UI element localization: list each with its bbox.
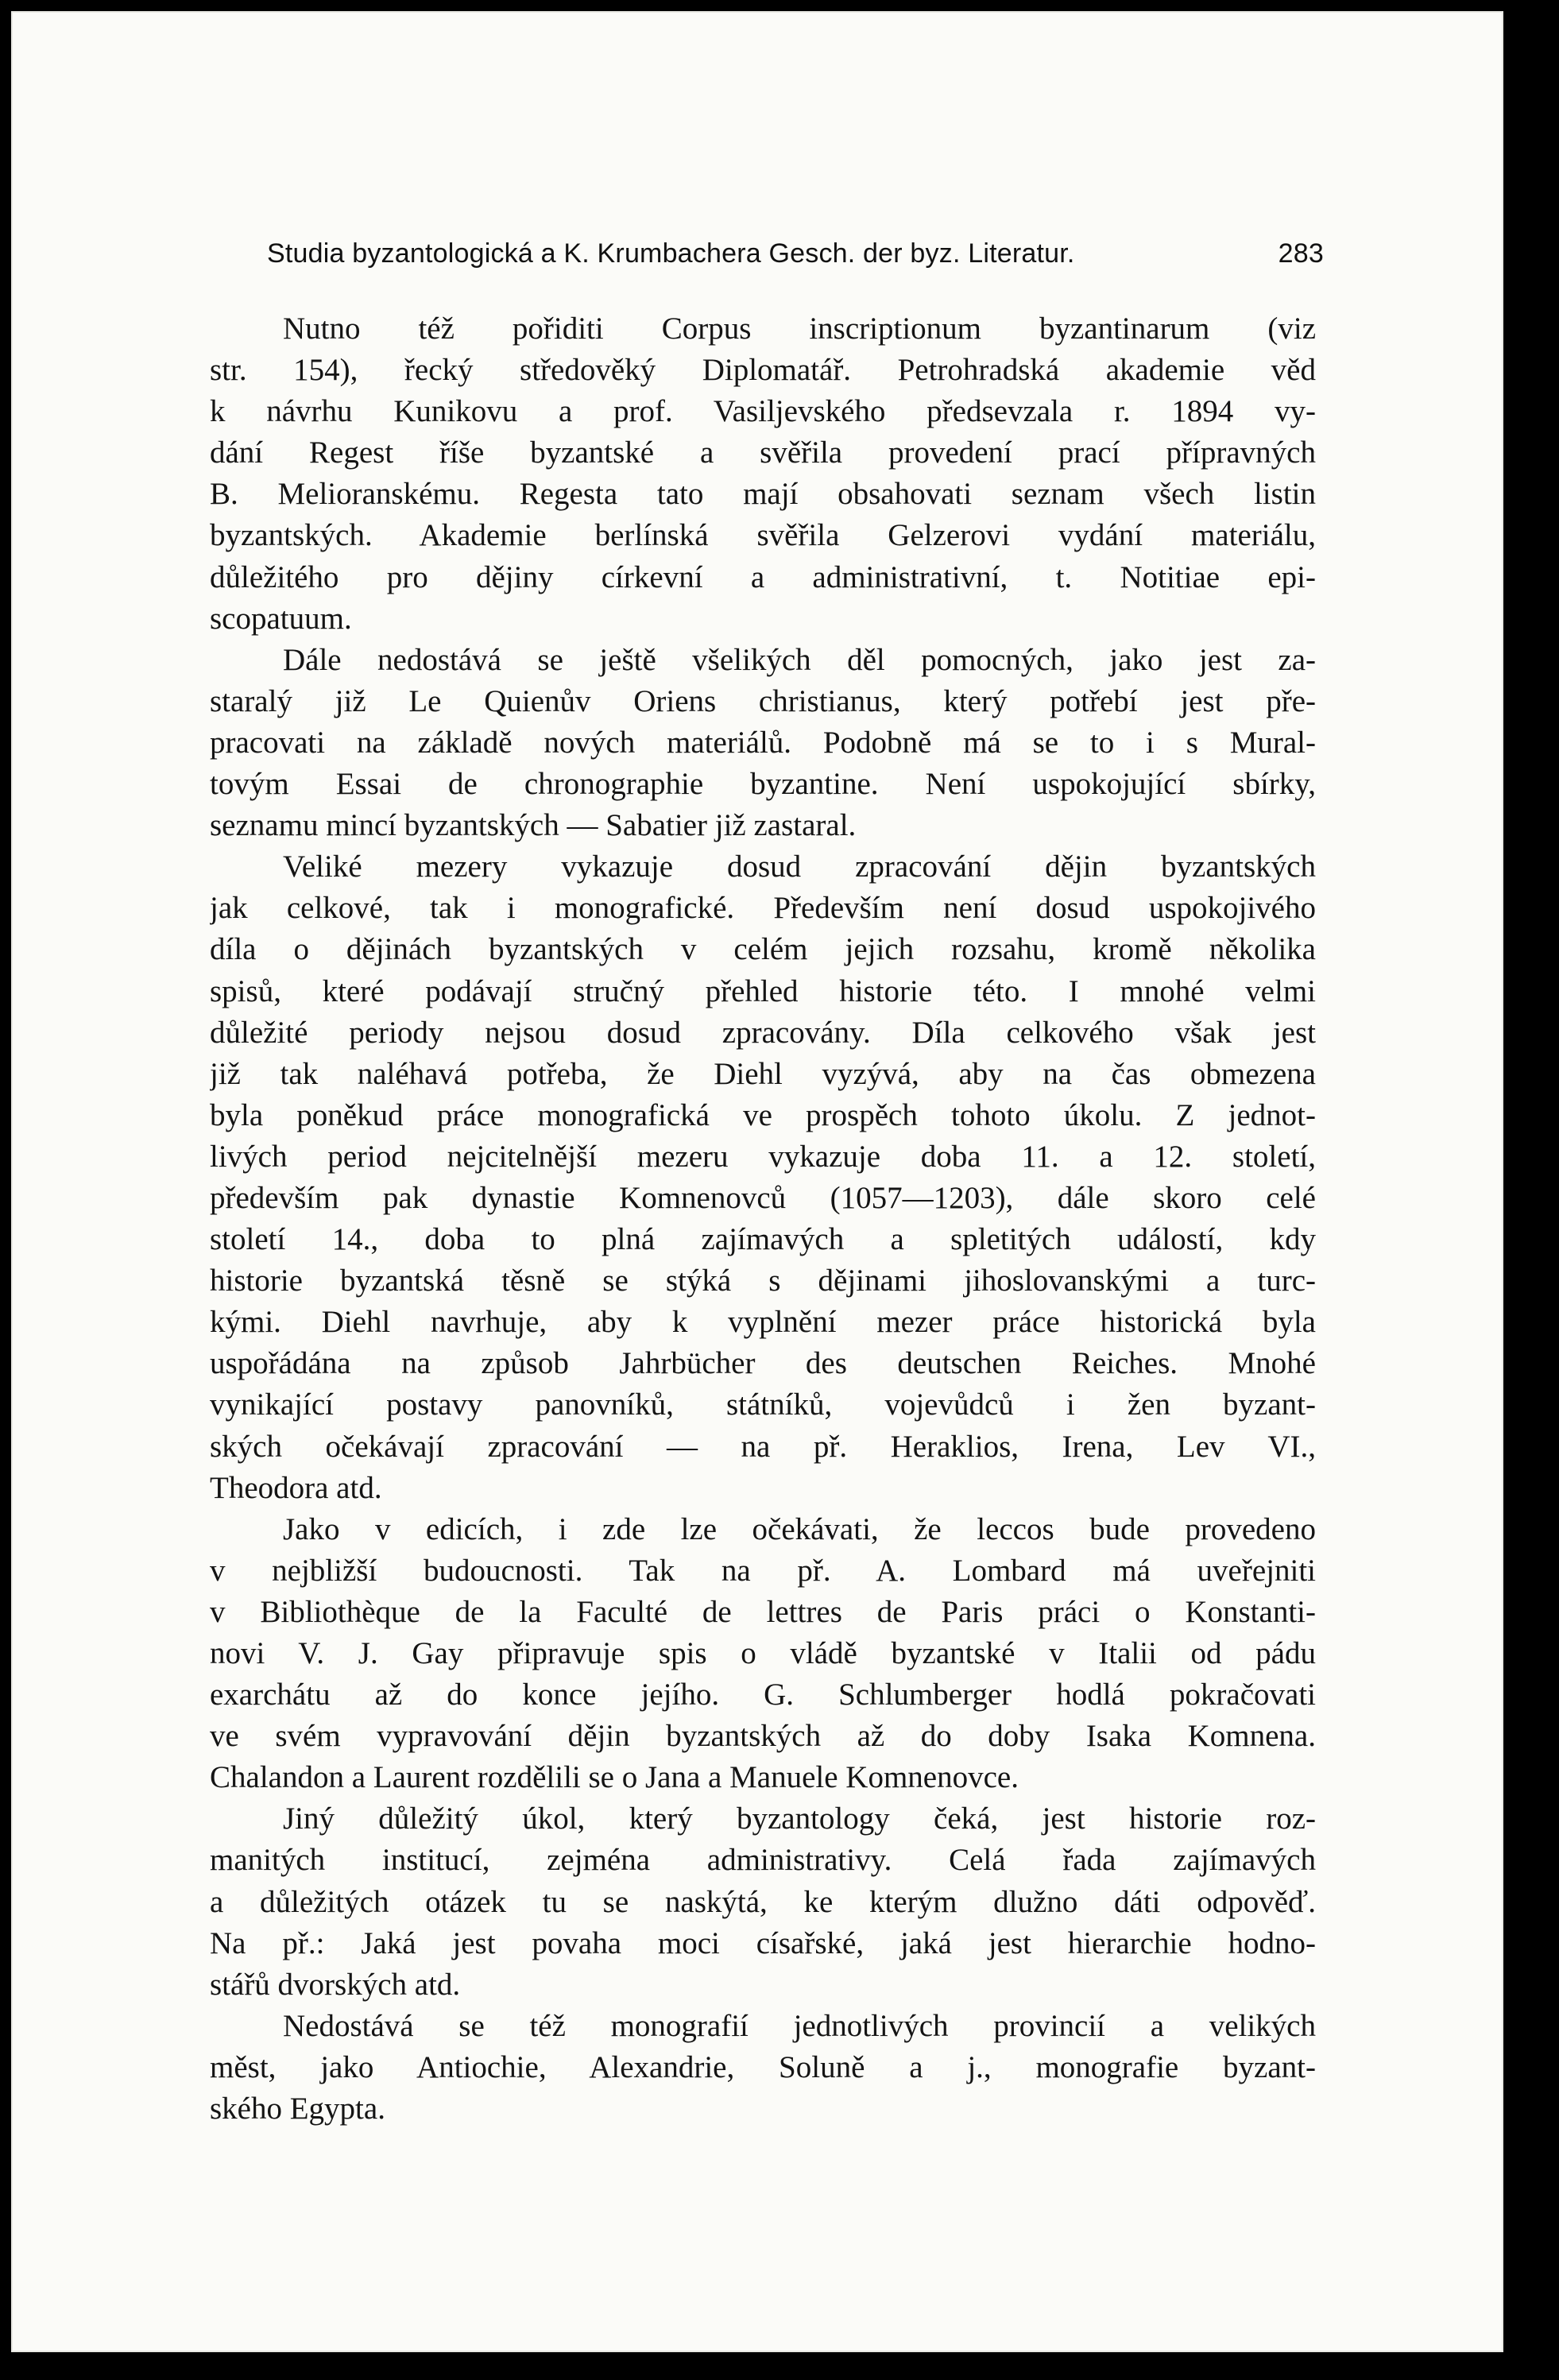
- text-line: století 14., doba to plná zajímavých a spletitých událostí, kdy: [210, 1222, 1316, 1257]
- paragraph: [210, 1798, 1316, 2005]
- text-line: spisů, které podávají stručný přehled historie této. I mnohé velmi: [210, 973, 1316, 1008]
- paragraph: [210, 2006, 1316, 2130]
- paragraph: [210, 640, 1316, 846]
- text-line: ských očekávají zpracování — na př. Heraklios, Irena, Lev VI.,: [210, 1429, 1316, 1464]
- text-line: dání Regest říše byzantské a svěřila provedení prací přípravných: [210, 435, 1316, 470]
- text-line: Veliké mezery vykazuje dosud zpracování dějin byzantských: [283, 849, 1316, 884]
- text-line: důležitého pro dějiny církevní a administrativní, t. Notitiae epi-: [210, 559, 1316, 594]
- text-line: byla poněkud práce monografická ve prospěch tohoto úkolu. Z jednot-: [210, 1097, 1316, 1132]
- text-line: kými. Diehl navrhuje, aby k vyplnění mezer práce historická byla: [210, 1305, 1316, 1340]
- text-line: v Bibliothèque de la Faculté de lettres de Paris práci o Konstanti-: [210, 1594, 1316, 1629]
- text-line: exarchátu až do konce jejího. G. Schlumberger hodlá pokračovati: [210, 1678, 1316, 1712]
- text-line: Jako v edicích, i zde lze očekávati, že leccos bude provedeno: [283, 1511, 1316, 1546]
- text-line: již tak naléhavá potřeba, že Diehl vyzývá, aby na čas obmezena: [210, 1056, 1316, 1091]
- scan-edge: [1503, 0, 1559, 2380]
- text-line: staralý již Le Quienův Oriens christianus, který potřebí jest pře-: [210, 683, 1316, 718]
- text-line: ve svém vypravování dějin byzantských až do doby Isaka Komnena.: [210, 1719, 1316, 1754]
- text-line: v nejbližší budoucnosti. Tak na př. A. Lombard má uveřejniti: [210, 1553, 1316, 1588]
- text-line: historie byzantská těsně se stýká s dějinami jihoslovanskými a turc-: [210, 1264, 1316, 1298]
- page-number: 283: [1278, 238, 1324, 269]
- text-line: scopatuum.: [210, 601, 352, 636]
- text-line: Nutno též pořiditi Corpus inscriptionum byzantinarum (viz: [283, 312, 1316, 346]
- running-head-title: Studia byzantologická a K. Krumbachera Gesch. der byz. Literatur.: [267, 238, 1075, 269]
- body-text: [210, 308, 1316, 2130]
- text-line: pracovati na základě nových materiálů. Podobně má se to i s Mural-: [210, 725, 1316, 760]
- text-line: novi V. J. Gay připravuje spis o vládě byzantské v Italii od pádu: [210, 1636, 1316, 1670]
- text-line: jak celkové, tak i monografické. Především není dosud uspokojivého: [210, 891, 1316, 926]
- running-head: [267, 238, 1324, 269]
- text-line: byzantských. Akademie berlínská svěřila Gelzerovi vydání materiálu,: [210, 518, 1316, 553]
- paragraph: [210, 1509, 1316, 1799]
- text-line: tovým Essai de chronographie byzantine. Není uspokojující sbírky,: [210, 767, 1316, 802]
- text-line: měst, jako Antiochie, Alexandrie, Soluně a j., monografie byzant-: [210, 2049, 1316, 2084]
- text-line: stářů dvorských atd.: [210, 1967, 461, 2002]
- text-line: vynikající postavy panovníků, státníků, vojevůdců i žen byzant-: [210, 1387, 1316, 1422]
- paragraph: [210, 308, 1316, 640]
- text-line: Dále nedostává se ještě všelikých děl pomocných, jako jest za-: [283, 642, 1316, 677]
- text-line: díla o dějinách byzantských v celém jejich rozsahu, kromě několika: [210, 932, 1316, 967]
- text-line: důležité periody nejsou dosud zpracovány. Díla celkového však jest: [210, 1015, 1316, 1050]
- text-line: především pak dynastie Komnenovců (1057—1203), dále skoro celé: [210, 1180, 1316, 1215]
- text-line: manitých institucí, zejména administrativy. Celá řada zajímavých: [210, 1843, 1316, 1878]
- text-line: ského Egypta.: [210, 2092, 385, 2127]
- text-line: B. Melioranskému. Regesta tato mají obsahovati seznam všech listin: [210, 477, 1316, 512]
- text-line: uspořádána na způsob Jahrbücher des deutschen Reiches. Mnohé: [210, 1346, 1316, 1381]
- text-line: Chalandon a Laurent rozdělili se o Jana a Manuele Komnenovce.: [210, 1760, 1019, 1795]
- text-line: Nedostává se též monografií jednotlivých provincií a velikých: [283, 2008, 1316, 2043]
- text-line: Na př.: Jaká jest povaha moci císařské, jaká jest hierarchie hodno-: [210, 1925, 1316, 1960]
- text-line: Theodora atd.: [210, 1470, 382, 1505]
- paragraph: [210, 846, 1316, 1509]
- text-line: str. 154), řecký středověký Diplomatář. Petrohradská akademie věd: [210, 353, 1316, 388]
- text-line: Jiný důležitý úkol, který byzantology čeká, jest historie roz-: [283, 1801, 1316, 1836]
- text-line: livých period nejcitelnější mezeru vykazuje doba 11. a 12. století,: [210, 1139, 1316, 1174]
- text-line: seznamu mincí byzantských — Sabatier již zastaral.: [210, 808, 857, 843]
- text-line: k návrhu Kunikovu a prof. Vasiljevského předsevzala r. 1894 vy-: [210, 394, 1316, 429]
- text-line: a důležitých otázek tu se naskýtá, ke kterým dlužno dáti odpověď.: [210, 1884, 1316, 1919]
